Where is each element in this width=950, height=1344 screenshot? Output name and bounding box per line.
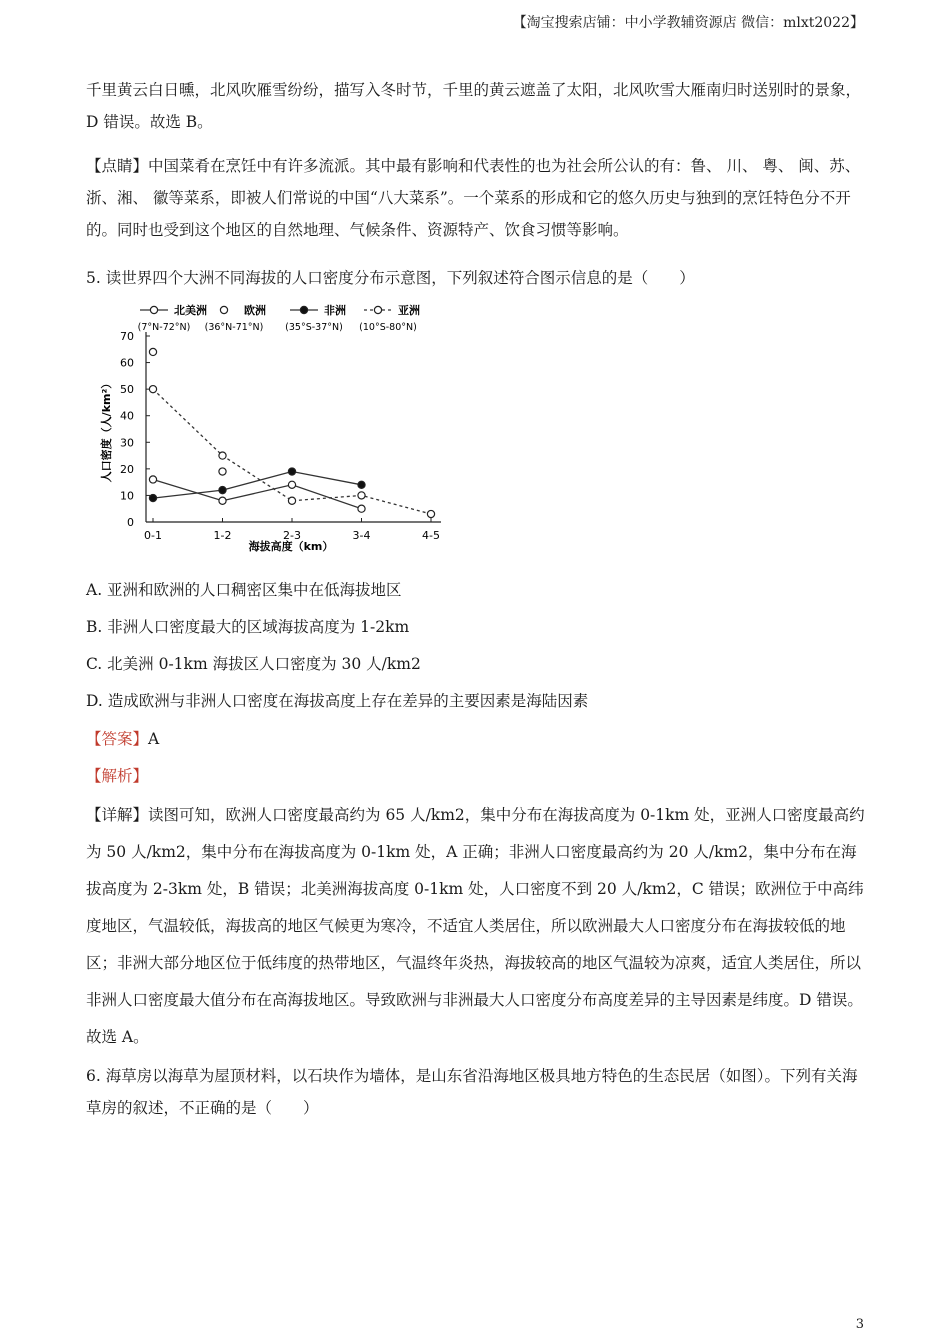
y-tick-label: 50 — [120, 383, 134, 397]
data-point-africa — [288, 468, 295, 475]
data-point-north-america — [358, 505, 365, 512]
x-tick-label: 3-4 — [352, 529, 371, 542]
y-axis-label: 人口密度（人/km²） — [100, 377, 113, 483]
data-point-africa — [149, 494, 156, 501]
option-c: C. 北美洲 0-1km 海拔区人口密度为 30 人/km2 — [86, 655, 421, 673]
y-tick-label: 60 — [120, 356, 134, 370]
legend-range-asia: (10°S-80°N) — [359, 322, 417, 333]
legend-name-north-america: 北美洲 — [174, 304, 207, 317]
data-point-europe — [149, 348, 156, 355]
legend-marker-asia — [374, 306, 381, 313]
data-point-asia — [358, 492, 365, 499]
series-line-africa — [153, 472, 362, 499]
data-point-north-america — [149, 476, 156, 483]
dianjing-tag: 【点睛】 — [86, 157, 149, 175]
question-6: 6. 海草房以海草为屋顶材料，以石块作为墙体，是山东省沿海地区极具地方特色的生态民居（如图）。下列有关海草房的叙述，不正确的是（ ） — [86, 1067, 858, 1117]
legend-name-asia: 亚洲 — [398, 304, 420, 317]
dianjing-text: 中国菜肴在烹饪中有许多流派。其中最有影响和代表性的也为社会所公认的有：鲁、 川、 粤、 闽、苏、 浙、湘、 徽等菜系，即被人们常说的中国“八大菜系”。一个菜系的形成和它的悠久历史与独到的烹饪特色分不开的。同时也受到这个地区的自然地理、气候条件、资源特产、饮食习惯等影响。 — [86, 157, 861, 239]
answer-line — [86, 723, 866, 755]
option-d: D. 造成欧洲与非洲人口密度在海拔高度上存在差异的主要因素是海陆因素 — [86, 692, 589, 710]
jiexi-tag: 【解析】 — [86, 767, 149, 785]
data-point-asia — [427, 510, 434, 517]
xiangjie-tag: 【详解】 — [86, 806, 149, 824]
series-line-asia — [153, 389, 431, 514]
dianjing-paragraph — [86, 150, 866, 246]
chart-series — [149, 348, 434, 517]
chart-legend — [138, 303, 420, 333]
legend-range-africa: (35°S-37°N) — [285, 322, 343, 333]
legend-marker-europe — [220, 306, 227, 313]
legend-name-africa: 非洲 — [324, 304, 346, 317]
question-5: 5. 读世界四个大洲不同海拔的人口密度分布示意图，下列叙述符合图示信息的是（ ） — [86, 269, 695, 287]
x-tick-label: 1-2 — [213, 529, 232, 542]
y-tick-label: 0 — [127, 516, 134, 529]
answer-continuation: 千里黄云白日曛，北风吹雁雪纷纷，描写入冬时节，千里的黄云遮盖了太阳，北风吹雪大雁南归时送别时的景象，D 错误。故选 B。 — [86, 81, 862, 131]
xiangjie-paragraph — [86, 797, 866, 1056]
answer-value: A — [148, 730, 160, 748]
y-tick-label: 20 — [120, 462, 134, 476]
legend-marker-africa — [300, 306, 307, 313]
chart-axes — [120, 330, 441, 542]
data-point-africa — [219, 487, 226, 494]
population-density-chart — [96, 300, 476, 555]
x-tick-label: 2-3 — [283, 529, 301, 542]
option-b: B. 非洲人口密度最大的区域海拔高度为 1-2km — [86, 618, 410, 636]
data-point-north-america — [219, 497, 226, 504]
xiangjie-text: 读图可知，欧洲人口密度最高约为 65 人/km2，集中分布在海拔高度为 0-1km 处，亚洲人口密度最高约为 50 人/km2，集中分布在海拔高度为 0-1km 处，A 正确；非洲人口密度最高约为 20 人/km2，集中分布在海拔高度为 2-3km 处，B 错误；北美洲海拔高度 0-1km 处，人口密度不到 20 人/km2，C 错误；欧洲位于中高纬度地区，气温较低，海拔高的地区气候更为寒冷，不适宜人类居住，所以欧洲最大人口密度分布在海拔较低的地区；非洲大部分地区位于低纬度的热带地区，气温终年炎热，海拔较高的地区气温较为凉爽，适宜人类居住，所以非洲人口密度最大值分布在高海拔地区。导致欧洲与非洲最大人口密度分布高度差异的主导因素是纬度。D 错误。故选 A。 — [86, 806, 865, 1046]
x-tick-label: 0-1 — [144, 529, 162, 542]
data-point-asia — [219, 452, 226, 459]
data-point-africa — [358, 481, 365, 488]
x-tick-label: 4-5 — [422, 529, 440, 542]
answer-tag: 【答案】 — [86, 730, 149, 748]
legend-range-europe: (36°N-71°N) — [204, 322, 264, 333]
y-tick-label: 30 — [120, 436, 134, 450]
y-tick-label: 40 — [120, 409, 134, 423]
y-tick-label: 10 — [120, 489, 134, 503]
x-axis-label: 海拔高度（km） — [248, 540, 334, 553]
data-point-asia — [288, 497, 295, 504]
legend-marker-north-america — [150, 306, 157, 313]
legend-name-europe: 欧洲 — [244, 304, 266, 317]
option-a: A. 亚洲和欧洲的人口稠密区集中在低海拔地区 — [86, 581, 402, 599]
data-point-north-america — [288, 481, 295, 488]
data-point-asia — [149, 386, 156, 393]
legend-range-north-america: (7°N-72°N) — [137, 322, 191, 333]
page-header: 【淘宝搜索店铺：中小学教辅资源店 微信：mlxt2022】 — [512, 15, 864, 31]
y-tick-label: 70 — [120, 330, 134, 343]
page-number: 3 — [855, 1317, 864, 1332]
data-point-europe — [219, 468, 226, 475]
